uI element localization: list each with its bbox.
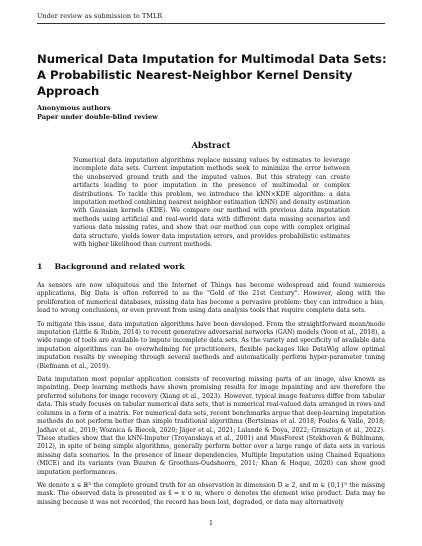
abstract-text: Numerical data imputation algorithms replace missing values by estimates to leverage incomplete data sets. Current imputation methods seek to minimize the error between the unobserved ground truth and the imputed values. But this strategy can create artifacts leading to poor imputation in the presence of multimodal or complex distributions. To tackle this problem, we introduce the kNN×KDE algorithm: a data imputation method combining nearest neighbor estimation (kNN) and density estimation with Gaussian kernels (KDE). We compare our method with previous data imputation methods using artificial and real-world data with different data missing scenarios and various data missing rates, and show that our method can cope with complex original data structure, yields lower data imputation errors, and provides probabilistic estimates with higher likelihood than current methods.: [73, 157, 350, 249]
review-note: Paper under double-blind review: [37, 113, 158, 121]
body-paragraph: We denote x ∈ ℝᴰ the complete ground truth for an observation in dimension D ≥ 2, and m ∈ {0,1}ᴰ the missing mask. The observed data is presented as x̃ = x ⊙ m, where ⊙ denotes the element wise product. Data may be missing because it was not recorded, the record has been lost, degraded, or data may alternatively: [37, 481, 385, 506]
section-heading: [37, 262, 185, 271]
section-body: [37, 282, 385, 512]
body-paragraph: As sensors are now ubiquitous and the Internet of Things has become widespread and found numerous applications, Big Data is often referred to as the "Gold of the 21st Century". However, along with the proliferation of numerical databases, missing data has become a pervasive problem: they can introduce a bias, lead to wrong conclusions, or even prevent from using data analysis tools that require complete data sets.: [37, 282, 385, 315]
header-divider: [37, 23, 385, 24]
paper-title-line-1: Numerical Data Imputation for Multimodal Data Sets:: [37, 52, 387, 66]
paper-title: [37, 51, 392, 99]
section-number: 1: [37, 262, 43, 271]
abstract-heading: Abstract: [191, 140, 231, 150]
paper-title-line-2: A Probabilistic Nearest-Neighbor Kernel Density Approach: [37, 68, 353, 98]
running-header: Under review as submission to TMLR: [37, 12, 163, 20]
body-paragraph: Data imputation most popular application consists of recovering missing parts of an image, also known as inpainting. Deep learning methods have shown promising results for image inpainting and are therefore the preferred solutions for image recovery (Xiang et al., 2023). However, typical image features differ from tabular data. This study focuses on tabular numerical data sets, that is numerical real-valued data arranged in rows and columns in a form of a matrix. For numerical data sets, recent benchmarks argue that deep-learning imputation methods do not perform better than simple traditional algorithms (Bertsimas et al. 2018; Poulos & Valle, 2018; Jadhav et al., 2019; Woznica & Biecek, 2020; Jäger et al., 2021; Lalande & Doya, 2022; Grinsztajn et al., 2022). These studies show that the kNN-Imputer (Troyanskaya et al., 2001) and MissForest (Stekhoven & Bühlmann, 2012), in spite of being simple algorithms, generally perform better over a large range of data sets in various missing data scenarios. In the presence of linear dependencies, Multiple Imputation using Chained Equations (MICE) and its variants (van Buuren & Groothuis-Oudshoorn, 2011; Khan & Hoque, 2020) can show good imputation performances.: [37, 376, 385, 476]
author-names: Anonymous authors: [37, 104, 111, 112]
section-title: Background and related work: [54, 262, 185, 271]
page-number: 1: [208, 519, 214, 527]
body-paragraph: To mitigate this issue, data imputation algorithms have been developed. From the straightforward mean/mode imputation (Little & Rubin, 2014) to recent generative adversarial networks (GAN) models (Yoon et al., 2018), a wide range of tools are available to impute incomplete data sets. As the variety and specificity of available data imputation algorithms can be overwhelming for practitioners, flexible packages like DataWig allow optimal imputation results by sweeping through several methods and automatically perform hyper-parameter tuning (Biefmann et al., 2019).: [37, 320, 385, 370]
author-block: [37, 104, 158, 122]
